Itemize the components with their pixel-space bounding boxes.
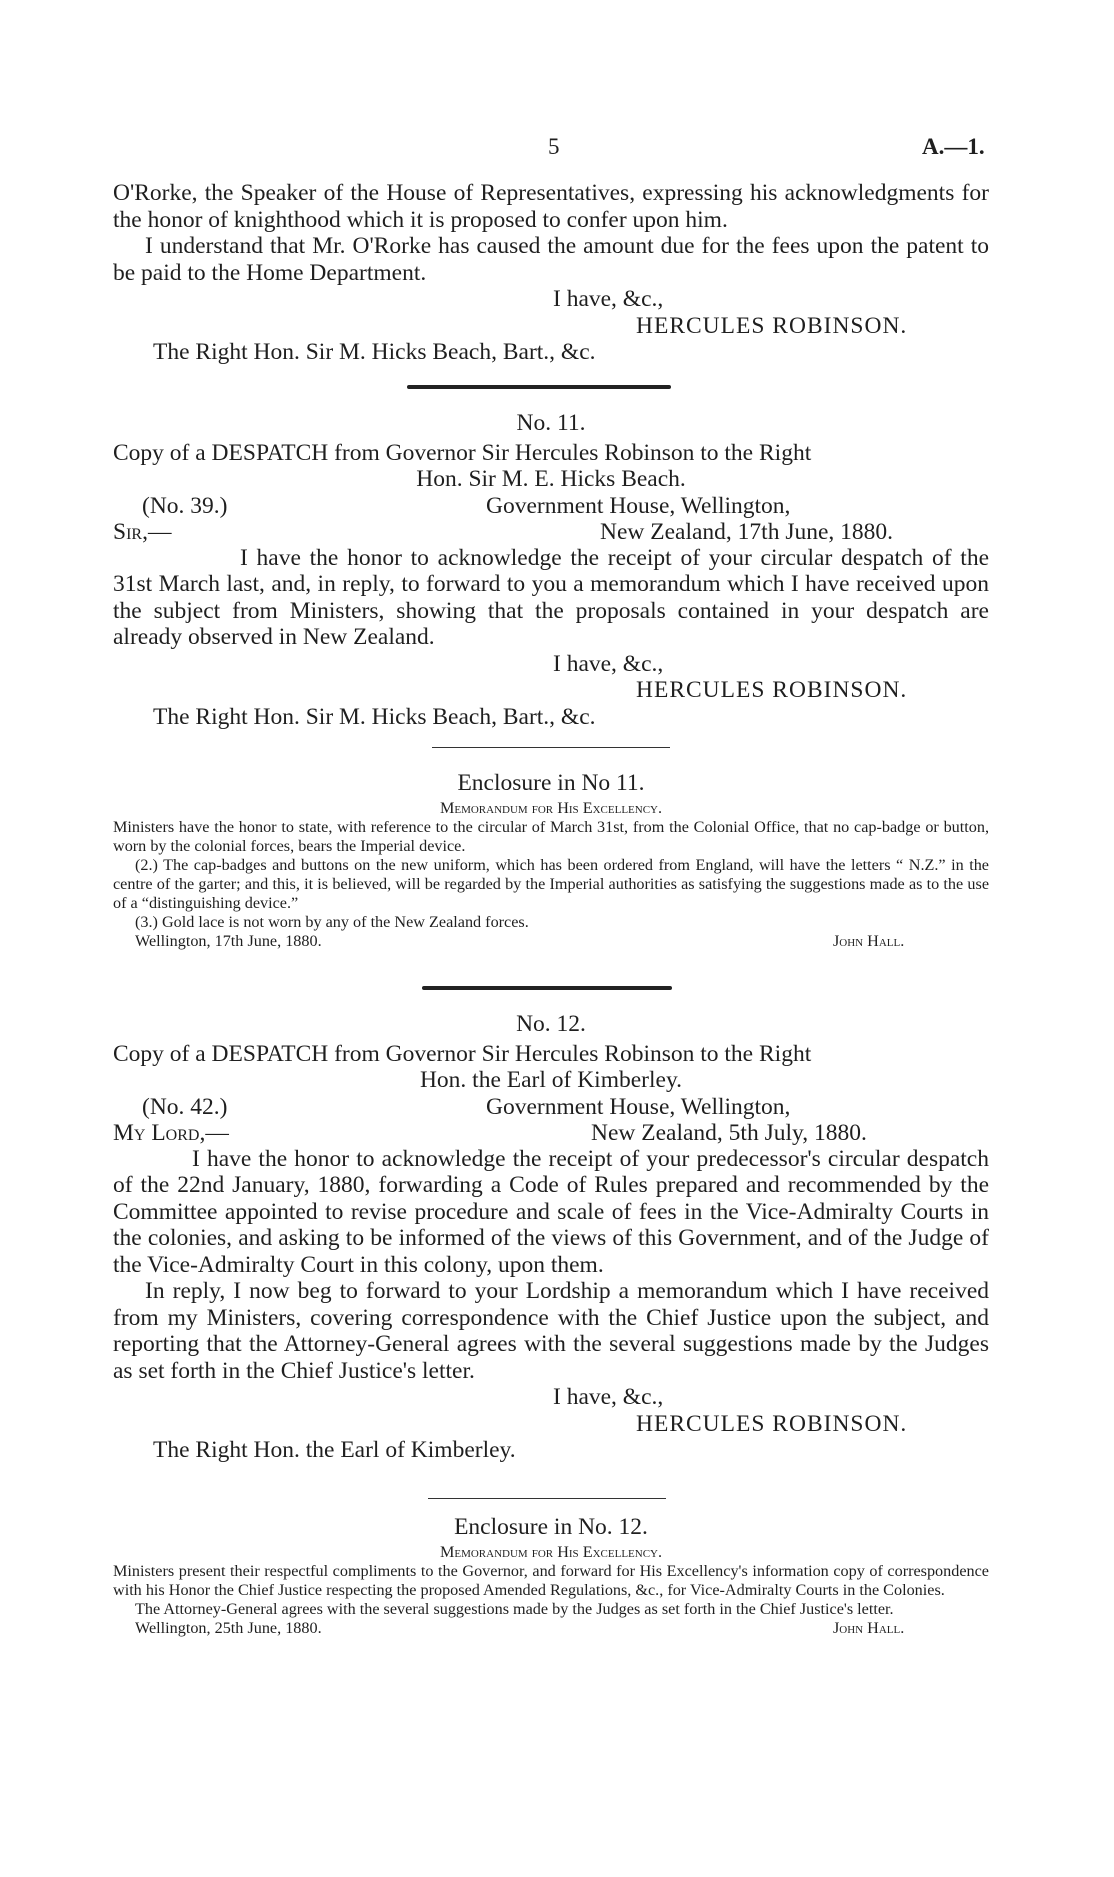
memorandum-title: Memorandum for His Excellency.	[439, 1542, 663, 1561]
despatch-place: Government House, Wellington,	[486, 1093, 791, 1120]
intro-addressee: The Right Hon. Sir M. Hicks Beach, Bart., &c.	[153, 339, 596, 365]
despatch-date: New Zealand, 5th July, 1880.	[591, 1119, 867, 1146]
enclosure-paragraph-3: (3.) Gold lace is not worn by any of the New Zealand forces.	[135, 912, 529, 931]
enclosure-paragraph-1: Ministers present their respectful compliments to the Governor, and forward for His Excellency's information copy of correspondence with his Honor the Chief Justice respecting the proposed Amended Regulations, &c., for Vice-Admiralty Courts in the Colonies.	[113, 1561, 989, 1599]
intro-closing: I have, &c.,	[553, 286, 664, 312]
despatch-body-paragraph-1: I have the honor to acknowledge the receipt of your predecessor's circular despatch of the 22nd January, 1880, forwarding a Code of Rules prepared and recommended by the Committee appointed to revise procedure and scale of fees in the Vice-Admiralty Courts in the colonies, and asking to be informed of the views of this Government, and of the Judge of the Vice-Admiralty Court in this colony, upon them.	[113, 1145, 989, 1278]
section-divider	[422, 986, 672, 990]
despatch-title-line-2: Hon. the Earl of Kimberley.	[419, 1067, 683, 1093]
enclosure-paragraph-2: (2.) The cap-badges and buttons on the new uniform, which has been ordered from England, will have the letters “ N.Z.” in the centre of the garter; and this, it is believed, will be regarded by the Imperial authorities as satisfying the suggestions made as to the use of a “distinguishing device.”	[113, 855, 989, 912]
memorandum-title: Memorandum for His Excellency.	[439, 798, 663, 817]
despatch-signature: HERCULES ROBINSON.	[636, 677, 908, 703]
enclosure-title: Enclosure in No 11.	[457, 770, 645, 796]
despatch-title-line-1: Copy of a DESPATCH from Governor Sir Hercules Robinson to the Right	[113, 439, 812, 466]
despatch-title-line-2: Hon. Sir M. E. Hicks Beach.	[416, 466, 686, 492]
despatch-signature: HERCULES ROBINSON.	[636, 1410, 908, 1437]
despatch-date: New Zealand, 17th June, 1880.	[600, 518, 894, 545]
enclosure-no-12	[113, 1514, 989, 1638]
enclosure-divider	[432, 747, 670, 748]
despatch-no-11	[113, 410, 989, 730]
despatch-body-paragraph-2: In reply, I now beg to forward to your Lordship a memorandum which I have received from my Ministers, covering correspondence with the Chief Justice upon the subject, and reporting that the Attorney-General agrees with the several suggestions made by the Judges as set forth in the Chief Justice's letter.	[113, 1278, 989, 1384]
despatch-ref-number: (No. 39.)	[142, 492, 228, 519]
despatch-no-12	[113, 1011, 989, 1464]
enclosure-signer: John Hall.	[833, 1618, 905, 1637]
intro-section	[113, 180, 989, 366]
enclosure-place-date: Wellington, 17th June, 1880.	[135, 931, 322, 950]
intro-paragraph-2: I understand that Mr. O'Rorke has caused the amount due for the fees upon the patent to be paid to the Home Department.	[113, 233, 989, 286]
despatch-closing: I have, &c.,	[553, 650, 664, 677]
salutation: Sir,—	[113, 518, 172, 545]
despatch-title-line-1: Copy of a DESPATCH from Governor Sir Hercules Robinson to the Right	[113, 1040, 812, 1067]
enclosure-place-date: Wellington, 25th June, 1880.	[135, 1618, 322, 1637]
despatch-body: I have the honor to acknowledge the receipt of your circular despatch of the 31st March last, and, in reply, to forward to you a memorandum which I have received upon the subject from Ministers, showing that the proposals contained in your despatch are already observed in New Zealand.	[113, 544, 989, 650]
enclosure-paragraph-1: Ministers have the honor to state, with reference to the circular of March 31st, from the Colonial Office, that no cap-badge or button, worn by the colonial forces, bears the Imperial device.	[113, 817, 989, 855]
paper-reference: A.—1.	[922, 134, 985, 159]
enclosure-paragraph-2: The Attorney-General agrees with the several suggestions made by the Judges as set forth in the Chief Justice's letter.	[135, 1599, 894, 1618]
despatch-closing: I have, &c.,	[553, 1384, 664, 1410]
salutation: My Lord,—	[113, 1119, 229, 1146]
intro-signature: HERCULES ROBINSON.	[636, 312, 908, 339]
despatch-number: No. 11.	[516, 410, 586, 436]
enclosure-no-11	[113, 770, 989, 951]
despatch-addressee: The Right Hon. Sir M. Hicks Beach, Bart., &c.	[153, 703, 596, 730]
despatch-number: No. 12.	[516, 1011, 586, 1037]
intro-paragraph-1: O'Rorke, the Speaker of the House of Representatives, expressing his acknowledgments for the honor of knighthood which it is proposed to confer upon him.	[113, 180, 989, 233]
page-number: 5	[548, 134, 560, 159]
despatch-addressee: The Right Hon. the Earl of Kimberley.	[153, 1437, 516, 1463]
despatch-ref-number: (No. 42.)	[142, 1093, 228, 1120]
enclosure-signer: John Hall.	[833, 931, 905, 950]
despatch-place: Government House, Wellington,	[486, 492, 791, 519]
section-divider	[407, 385, 671, 389]
enclosure-title: Enclosure in No. 12.	[454, 1514, 648, 1540]
enclosure-divider	[428, 1498, 666, 1499]
